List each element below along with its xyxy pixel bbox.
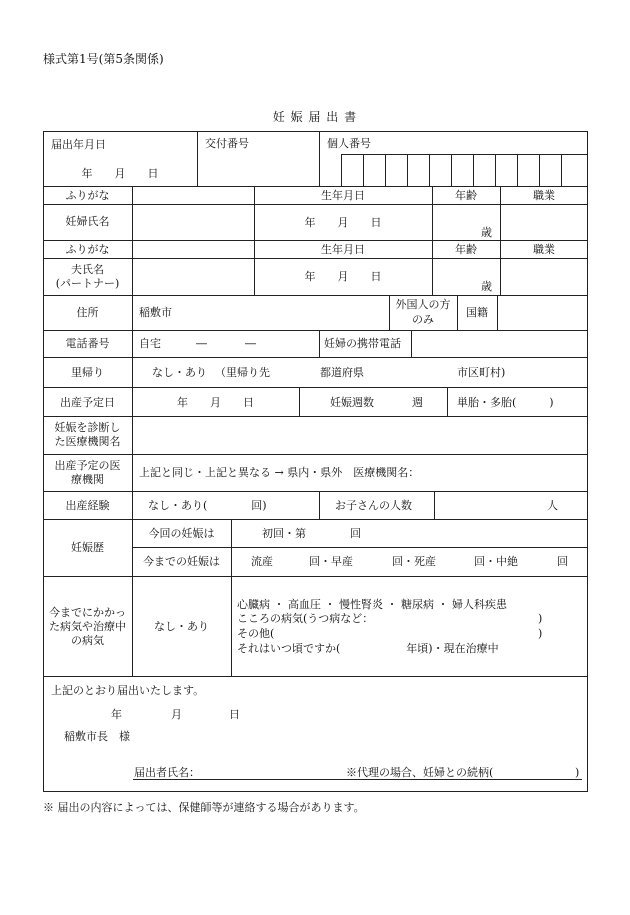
row-divider [43, 295, 588, 296]
abortion-label: 回・中絶 [474, 555, 518, 568]
phone-dash: ― [196, 337, 207, 350]
disease-label-3: の病気 [71, 634, 104, 647]
pregnancy-history-label: 妊娠歴 [71, 541, 104, 554]
multiple-birth: 単胎・多胎( ) [457, 396, 554, 409]
husband-birthdate-value: 年 月 日 [304, 270, 382, 283]
declaration-text: 上記のとおり届出いたします。 [51, 684, 205, 697]
gestational-weeks-unit: 週 [412, 396, 423, 409]
declaration-year: 年 [111, 708, 122, 721]
husband-age-label: 年齢 [455, 243, 477, 256]
disease-label: 今までにかかっ [49, 606, 126, 619]
diagnosis-label: 妊娠を診断し [54, 421, 121, 434]
address-label: 住所 [76, 306, 99, 319]
row-divider [43, 519, 588, 520]
row-divider [43, 676, 588, 677]
pregnant-birthdate-value: 年 月 日 [304, 216, 382, 229]
disease-list: 心臓病 ・ 高血圧 ・ 慢性腎炎 ・ 糖尿病 ・ 婦人科疾患 [237, 598, 507, 611]
pregnant-furigana-label: ふりがな [65, 189, 110, 202]
foreigner-only-label: のみ [412, 313, 434, 326]
filing-date-value: 年 月 日 [81, 167, 159, 180]
husband-name-label: 夫氏名 [71, 263, 104, 276]
homecoming-options: なし・あり [152, 366, 207, 379]
row-divider [43, 330, 588, 331]
planned-facility-label: 出産予定の医 [54, 459, 121, 472]
form-id: 様式第1号(第5条関係) [43, 52, 164, 66]
miscarriage-label: 流産 [251, 555, 273, 568]
husband-birthdate-label: 生年月日 [321, 243, 365, 256]
diagnosis-label-2: た医療機関名 [54, 435, 121, 448]
home-phone-label: 自宅 [139, 337, 161, 350]
mental-illness: こころの病気(うつ病など： [237, 612, 374, 625]
filing-date-label: 届出年月日 [51, 138, 106, 151]
row-divider [43, 576, 588, 577]
other-disease: その他( [237, 627, 275, 640]
other-disease-close: ) [538, 627, 543, 640]
homecoming-prefecture: 都道府県 [320, 366, 364, 379]
pregnant-occupation-label: 職業 [533, 189, 555, 202]
homecoming-city: 市区町村) [457, 366, 506, 379]
husband-furigana-label: ふりがな [65, 243, 110, 256]
row-divider [43, 357, 588, 358]
children-count-label: お子さんの人数 [335, 499, 412, 512]
premature-label: 回・早産 [309, 555, 353, 568]
stillbirth-label: 回・死産 [392, 555, 436, 568]
husband-occupation-label: 職業 [533, 243, 555, 256]
pregnant-age-label: 年齢 [455, 189, 477, 202]
proxy-close: ) [575, 766, 580, 779]
planned-facility-label-2: 療機関 [71, 473, 104, 486]
issue-number-label: 交付番号 [205, 137, 249, 150]
pregnant-age-unit: 歳 [481, 226, 492, 239]
disease-timing: それはいつ頃ですか( 年頃)・現在治療中 [237, 642, 499, 655]
addressee: 稲敷市長 様 [64, 730, 130, 743]
filer-underline [133, 779, 582, 780]
phone-dash: ― [245, 337, 256, 350]
filer-name-label: 届出者氏名： [134, 766, 200, 779]
disease-label-2: た病気や治療中 [49, 620, 126, 633]
row-divider [43, 240, 588, 241]
pregnant-birthdate-label: 生年月日 [321, 189, 365, 202]
this-pregnancy-label: 今回の妊娠は [148, 527, 215, 540]
foreigner-label: 外国人の方 [395, 298, 451, 311]
birth-experience-label: 出産経験 [65, 499, 110, 512]
page-title: 妊 娠 届 出 書 [272, 110, 358, 124]
individual-number-label: 個人番号 [327, 137, 371, 150]
row-divider [132, 547, 588, 548]
pregnant-name-label: 妊婦氏名 [65, 215, 110, 228]
row-divider [43, 454, 588, 455]
husband-partner-label: (パートナー) [55, 277, 120, 290]
disease-options: なし・あり [154, 620, 209, 633]
past-pregnancies-label: 今までの妊娠は [143, 555, 220, 568]
mobile-phone-label: 妊婦の携帯電話 [324, 337, 401, 350]
declaration-day: 日 [229, 708, 240, 721]
row-divider [43, 258, 588, 259]
homecoming-label: 里帰り [71, 366, 104, 379]
nationality-label: 国籍 [466, 306, 488, 319]
children-count-unit: 人 [547, 499, 558, 512]
row-divider [43, 204, 588, 205]
husband-age-unit: 歳 [481, 280, 492, 293]
declaration-month: 月 [171, 708, 182, 721]
this-pregnancy-value: 初回・第 回 [262, 527, 361, 540]
homecoming-detail: （里帰り先 [215, 366, 270, 379]
phone-label: 電話番号 [65, 337, 110, 350]
times-unit: 回 [557, 555, 568, 568]
planned-facility-value: 上記と同じ・上記と異なる → 県内・県外 医療機関名： [139, 466, 420, 479]
due-date-label: 出産予定日 [60, 396, 115, 409]
row-divider [43, 186, 588, 187]
mental-illness-close: ) [538, 612, 543, 625]
row-divider [43, 416, 588, 417]
gestational-weeks-label: 妊娠週数 [330, 396, 374, 409]
address-city: 稲敷市 [139, 306, 172, 319]
footnote: ※ 届出の内容によっては、保健師等が連絡する場合があります。 [43, 801, 365, 814]
due-date-value: 年 月 日 [177, 396, 254, 409]
proxy-relationship: ※代理の場合、妊婦との続柄( [346, 766, 494, 779]
row-divider [43, 491, 588, 492]
birth-experience-options: なし・あり( 回) [148, 499, 267, 512]
row-divider [43, 387, 588, 388]
